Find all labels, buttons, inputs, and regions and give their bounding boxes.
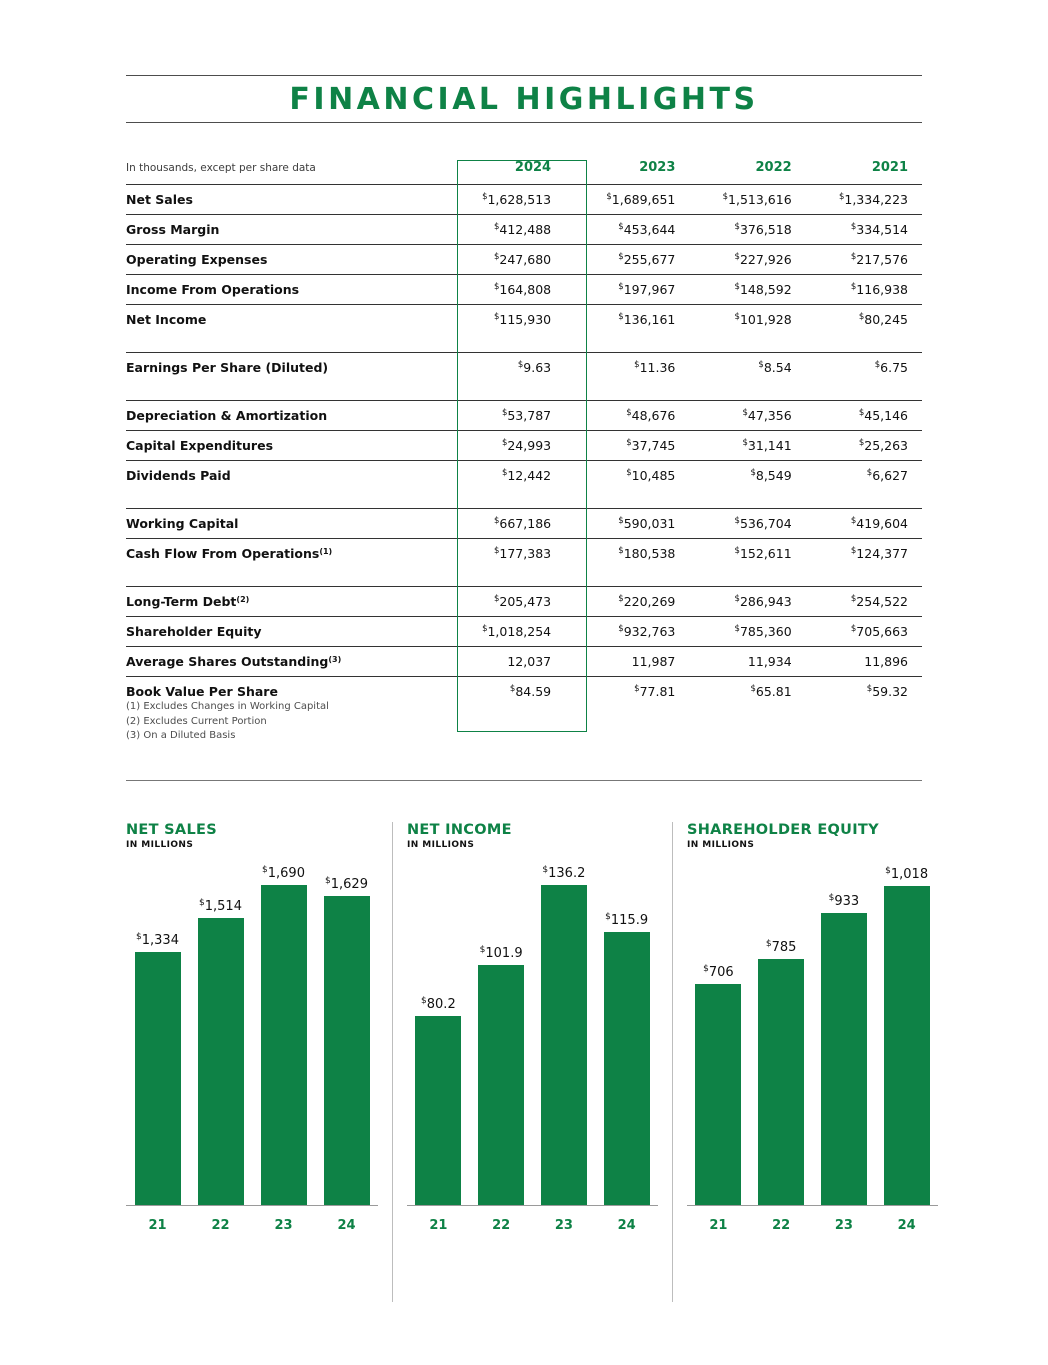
currency-symbol: $ (493, 594, 500, 604)
row-value-2022: $148,592 (689, 275, 805, 305)
financial-highlights-table (126, 160, 922, 706)
page-title: FINANCIAL HIGHLIGHTS (289, 82, 759, 117)
currency-symbol: $ (734, 546, 740, 556)
table-footnotes (126, 700, 329, 744)
row-label: Shareholder Equity (126, 617, 457, 647)
chart-bars (126, 862, 378, 1205)
bar (261, 885, 307, 1205)
row-value-2024: $53,787 (457, 401, 573, 431)
section-divider-rule (126, 780, 922, 781)
bar-group (470, 862, 533, 1205)
column-header-2021: 2021 (871, 160, 908, 175)
bar-group (813, 862, 876, 1205)
currency-symbol: $ (199, 898, 205, 908)
row-value-2021: $59.32 (806, 677, 922, 707)
row-value-2024: $1,628,513 (457, 185, 573, 215)
x-tick-label: 22 (211, 1217, 230, 1233)
row-value-2023: $180,538 (573, 539, 689, 569)
table-spacer-row (126, 382, 922, 401)
bar (135, 952, 181, 1205)
table-spacer-row (126, 490, 922, 509)
bar (604, 932, 650, 1205)
table-row (126, 539, 922, 569)
chart-x-ticks (126, 1210, 378, 1240)
bar-group (875, 862, 938, 1205)
bar-group (252, 862, 315, 1205)
row-value-2021: $45,146 (806, 401, 922, 431)
currency-symbol: $ (626, 438, 632, 448)
row-value-2021: $80,245 (806, 305, 922, 335)
table-row (126, 401, 922, 431)
footnote-line: (2) Excludes Current Portion (126, 715, 267, 727)
row-value-2022: $227,926 (689, 245, 805, 275)
row-value-2024: $84.59 (457, 677, 573, 707)
table-row (126, 431, 922, 461)
row-value-2024: $9.63 (457, 353, 573, 383)
row-value-2021: $6,627 (806, 461, 922, 491)
currency-symbol: $ (482, 192, 488, 202)
row-value-2023: 11,987 (573, 647, 689, 677)
currency-symbol: $ (742, 408, 748, 418)
bar-value-label: $101.9 (479, 945, 523, 961)
row-value-2023: $11.36 (573, 353, 689, 383)
row-value-2022: $1,513,616 (689, 185, 805, 215)
table-row (126, 647, 922, 677)
bar (324, 896, 370, 1205)
bar (478, 965, 524, 1205)
row-value-2021: $217,576 (806, 245, 922, 275)
column-header-2022: 2022 (755, 160, 792, 175)
currency-symbol: $ (501, 468, 508, 478)
currency-symbol: $ (850, 546, 857, 556)
row-value-2021: $25,263 (806, 431, 922, 461)
footnote-marker: (3) (328, 655, 342, 664)
row-value-2022: $65.81 (689, 677, 805, 707)
row-value-2023: $197,967 (573, 275, 689, 305)
currency-symbol: $ (722, 192, 729, 202)
chart-x-axis (687, 1205, 938, 1206)
currency-symbol: $ (858, 312, 865, 322)
table-row (126, 461, 922, 491)
row-value-2022: $31,141 (689, 431, 805, 461)
currency-symbol: $ (742, 438, 748, 448)
row-label: Dividends Paid (126, 461, 457, 491)
chart-shareholder-equity (672, 822, 952, 1302)
row-value-2022: 11,934 (689, 647, 805, 677)
currency-symbol: $ (493, 516, 500, 526)
bar-value-label: $1,514 (199, 898, 242, 914)
row-value-2022: $8.54 (689, 353, 805, 383)
currency-symbol: $ (136, 932, 142, 942)
x-tick-label: 24 (617, 1217, 636, 1233)
row-value-2022: $47,356 (689, 401, 805, 431)
currency-symbol: $ (874, 360, 881, 370)
currency-symbol: $ (866, 684, 873, 694)
row-label: Net Sales (126, 185, 457, 215)
currency-symbol: $ (866, 468, 873, 478)
x-tick-label: 23 (274, 1217, 293, 1233)
currency-symbol: $ (325, 876, 331, 886)
bar-value-label: $115.9 (605, 912, 649, 928)
currency-symbol: $ (493, 222, 500, 232)
x-tick-label: 21 (709, 1217, 728, 1233)
x-tick-label: 22 (772, 1217, 791, 1233)
currency-symbol: $ (858, 408, 865, 418)
chart-plot-area (687, 862, 938, 1244)
chart-x-ticks (407, 1210, 658, 1240)
row-value-2024: $667,186 (457, 509, 573, 539)
footnote-marker: (1) (319, 547, 333, 556)
currency-symbol: $ (765, 939, 772, 949)
table-row (126, 215, 922, 245)
row-value-2023: $10,485 (573, 461, 689, 491)
currency-symbol: $ (493, 282, 500, 292)
table-row (126, 185, 922, 215)
footnote-line: (1) Excludes Changes in Working Capital (126, 701, 329, 712)
currency-symbol: $ (501, 438, 508, 448)
chart-bars (407, 862, 658, 1205)
currency-symbol: $ (493, 252, 500, 262)
currency-symbol: $ (618, 516, 624, 526)
row-value-2024: $1,018,254 (457, 617, 573, 647)
column-header-2023: 2023 (639, 160, 676, 175)
currency-symbol: $ (850, 594, 857, 604)
x-tick-label: 22 (492, 1217, 511, 1233)
bar (541, 885, 587, 1205)
currency-symbol: $ (838, 192, 845, 202)
currency-symbol: $ (421, 996, 427, 1006)
currency-symbol: $ (828, 893, 835, 903)
currency-symbol: $ (479, 945, 486, 955)
table-row (126, 587, 922, 617)
row-value-2022: $152,611 (689, 539, 805, 569)
chart-bars (687, 862, 938, 1205)
row-value-2023: $37,745 (573, 431, 689, 461)
chart-inner (407, 822, 658, 1302)
bar (198, 918, 244, 1205)
title-rule-top (126, 75, 922, 76)
footnote-line: (3) On a Diluted Basis (126, 730, 236, 741)
table-row (126, 353, 922, 383)
chart-subtitle: IN MILLIONS (126, 840, 194, 850)
currency-symbol: $ (618, 282, 624, 292)
x-tick-label: 24 (337, 1217, 356, 1233)
currency-symbol: $ (262, 865, 268, 875)
bar-group (407, 862, 470, 1205)
x-tick-label: 21 (148, 1217, 167, 1233)
currency-symbol: $ (758, 360, 764, 370)
currency-symbol: $ (885, 866, 891, 876)
financial-table-wrapper (126, 160, 922, 706)
row-value-2021: $124,377 (806, 539, 922, 569)
currency-symbol: $ (626, 408, 632, 418)
currency-symbol: $ (703, 964, 709, 974)
row-value-2024: $247,680 (457, 245, 573, 275)
row-value-2024: $177,383 (457, 539, 573, 569)
row-value-2021: $1,334,223 (806, 185, 922, 215)
bar-group (315, 862, 378, 1205)
row-label: Working Capital (126, 509, 457, 539)
row-value-2021: 11,896 (806, 647, 922, 677)
currency-symbol: $ (850, 222, 857, 232)
row-value-2021: $254,522 (806, 587, 922, 617)
table-header (126, 160, 922, 185)
table-spacer-row (126, 568, 922, 587)
row-label: Capital Expenditures (126, 431, 457, 461)
currency-symbol: $ (734, 594, 740, 604)
currency-symbol: $ (493, 312, 500, 322)
bar-value-label: $1,018 (885, 866, 929, 882)
row-label: Depreciation & Amortization (126, 401, 457, 431)
chart-title: NET SALES (126, 822, 217, 838)
currency-symbol: $ (618, 252, 624, 262)
chart-subtitle: IN MILLIONS (687, 840, 755, 850)
currency-symbol: $ (734, 624, 740, 634)
table-body (126, 185, 922, 707)
currency-symbol: $ (542, 865, 549, 875)
chart-x-ticks (687, 1210, 938, 1240)
chart-net-sales (112, 822, 392, 1302)
currency-symbol: $ (606, 192, 612, 202)
row-value-2023: $932,763 (573, 617, 689, 647)
table-row (126, 509, 922, 539)
row-value-2022: $376,518 (689, 215, 805, 245)
currency-symbol: $ (517, 360, 524, 370)
currency-symbol: $ (750, 468, 756, 478)
currency-symbol: $ (493, 546, 500, 556)
currency-symbol: $ (734, 282, 740, 292)
row-value-2023: $48,676 (573, 401, 689, 431)
chart-plot-area (407, 862, 658, 1244)
row-value-2024: $24,993 (457, 431, 573, 461)
currency-symbol: $ (734, 222, 740, 232)
chart-plot-area (126, 862, 378, 1244)
row-value-2023: $590,031 (573, 509, 689, 539)
bar-group (687, 862, 750, 1205)
bar-value-label: $1,334 (136, 932, 179, 948)
bar-value-label: $136.2 (542, 865, 586, 881)
currency-symbol: $ (734, 516, 740, 526)
row-label: Operating Expenses (126, 245, 457, 275)
row-value-2023: $453,644 (573, 215, 689, 245)
row-value-2022: $8,549 (689, 461, 805, 491)
bar-group (595, 862, 658, 1205)
bar-value-label: $80.2 (421, 996, 456, 1012)
currency-symbol: $ (501, 408, 508, 418)
row-value-2024: $205,473 (457, 587, 573, 617)
currency-symbol: $ (734, 312, 740, 322)
currency-symbol: $ (618, 624, 624, 634)
currency-symbol: $ (634, 360, 640, 370)
row-value-2023: $255,677 (573, 245, 689, 275)
bar-value-label: $933 (828, 893, 860, 909)
row-value-2021: $419,604 (806, 509, 922, 539)
row-value-2024: 12,037 (457, 647, 573, 677)
currency-symbol: $ (858, 438, 865, 448)
row-value-2024: $412,488 (457, 215, 573, 245)
table-row (126, 245, 922, 275)
currency-symbol: $ (850, 516, 857, 526)
currency-symbol: $ (626, 468, 632, 478)
bar-value-label: $785 (765, 939, 797, 955)
x-tick-label: 23 (834, 1217, 853, 1233)
row-value-2024: $164,808 (457, 275, 573, 305)
table-row (126, 305, 922, 335)
currency-symbol: $ (850, 282, 857, 292)
bar (415, 1016, 461, 1205)
currency-symbol: $ (634, 684, 640, 694)
charts-section (112, 822, 952, 1302)
row-label: Long-Term Debt$^{(2)}$ (126, 587, 457, 617)
currency-symbol: $ (850, 252, 857, 262)
row-label: Book Value Per Share (126, 677, 457, 707)
bar (884, 886, 930, 1205)
currency-symbol: $ (850, 624, 857, 634)
title-rule-bottom (126, 122, 922, 123)
currency-symbol: $ (618, 546, 624, 556)
row-value-2023: $220,269 (573, 587, 689, 617)
chart-title: NET INCOME (407, 822, 512, 838)
bar-group (126, 862, 189, 1205)
chart-net-income (392, 822, 672, 1302)
row-label: Average Shares Outstanding$^{(3)}$ (126, 647, 457, 677)
x-tick-label: 24 (897, 1217, 916, 1233)
footnote-marker: (2) (236, 595, 250, 604)
bar (695, 984, 741, 1205)
row-value-2022: $101,928 (689, 305, 805, 335)
row-value-2022: $286,943 (689, 587, 805, 617)
currency-symbol: $ (509, 684, 516, 694)
table-units-note: In thousands, except per share data (126, 161, 316, 174)
x-tick-label: 21 (429, 1217, 448, 1233)
row-value-2021: $334,514 (806, 215, 922, 245)
row-value-2024: $12,442 (457, 461, 573, 491)
table-spacer-row (126, 334, 922, 353)
chart-subtitle: IN MILLIONS (407, 840, 475, 850)
currency-symbol: $ (618, 222, 624, 232)
row-value-2023: $77.81 (573, 677, 689, 707)
row-value-2021: $116,938 (806, 275, 922, 305)
chart-title: SHAREHOLDER EQUITY (687, 822, 879, 838)
bar-value-label: $1,629 (325, 876, 368, 892)
chart-inner (126, 822, 378, 1302)
bar (758, 959, 804, 1205)
currency-symbol: $ (618, 594, 624, 604)
row-value-2021: $705,663 (806, 617, 922, 647)
chart-x-axis (407, 1205, 658, 1206)
row-value-2023: $136,161 (573, 305, 689, 335)
chart-inner (687, 822, 938, 1302)
chart-x-axis (126, 1205, 378, 1206)
bar-group (189, 862, 252, 1205)
x-tick-label: 23 (554, 1217, 573, 1233)
row-label: Net Income (126, 305, 457, 335)
row-value-2024: $115,930 (457, 305, 573, 335)
currency-symbol: $ (605, 912, 611, 922)
row-value-2022: $536,704 (689, 509, 805, 539)
table-row (126, 275, 922, 305)
row-value-2022: $785,360 (689, 617, 805, 647)
row-label: Cash Flow From Operations$^{(1)}$ (126, 539, 457, 569)
bar-value-label: $706 (703, 964, 734, 980)
currency-symbol: $ (618, 312, 624, 322)
row-label: Earnings Per Share (Diluted) (126, 353, 457, 383)
currency-symbol: $ (482, 624, 488, 634)
row-label: Gross Margin (126, 215, 457, 245)
table-header-row (126, 160, 922, 185)
row-value-2023: $1,689,651 (573, 185, 689, 215)
row-label: Income From Operations (126, 275, 457, 305)
table-row (126, 617, 922, 647)
bar (821, 913, 867, 1205)
bar-group (533, 862, 596, 1205)
bar-value-label: $1,690 (262, 865, 305, 881)
currency-symbol: $ (750, 684, 756, 694)
row-value-2021: $6.75 (806, 353, 922, 383)
bar-group (750, 862, 813, 1205)
column-header-2024: 2024 (514, 160, 552, 175)
currency-symbol: $ (734, 252, 740, 262)
